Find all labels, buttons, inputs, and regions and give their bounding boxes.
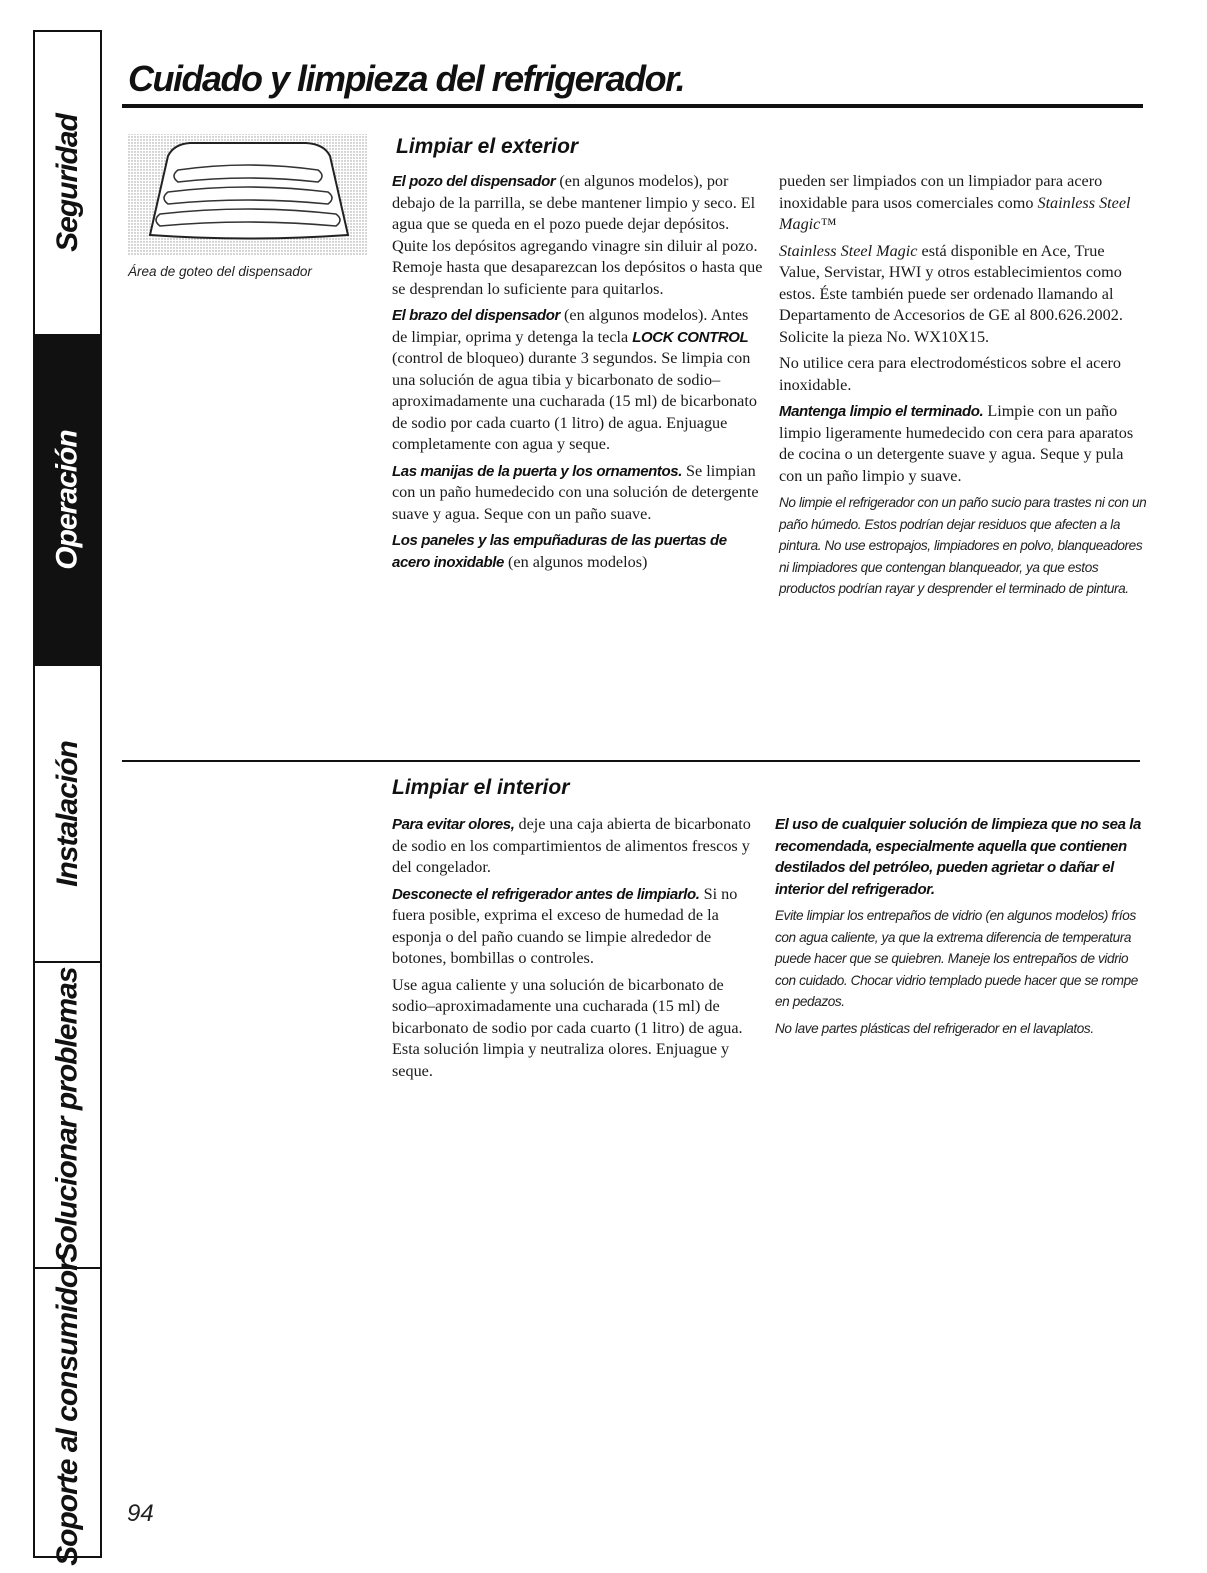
warning-cleaning-solutions: El uso de cualquier solución de limpieza que no sea la recomendada, especialmente aquella que contienen destilados del petróleo, pueden agrietar o dañar el interior del refrigerador. [775,816,1141,898]
lead-text: Para evitar olores, [392,816,515,833]
paragraph-door-handles [392,461,764,526]
tab-seguridad[interactable] [35,32,100,336]
body-text: Use agua caliente y una solución de bicarbonato de sodio–aproximadamente una cucharada (15 ml) de bicarbonato de sodio por cada cuarto (1 litro) de agua. Esta solución limpia y neutraliza olores. Enjuague y seque. [392,975,743,1080]
paragraph-disconnect [392,884,764,970]
section-heading-interior: Limpiar el interior [392,776,570,799]
section-tab-bar [33,30,102,1566]
body-text: No utilice cera para electrodomésticos sobre el acero inoxidable. [779,354,1122,394]
paragraph-availability [779,241,1149,349]
brand-name: Stainless Steel Magic™ [779,193,1131,233]
body-text: (en algunos modelos), por debajo de la parrilla, se debe mantener limpio y seco. El agua que se queda en el pozo puede dejar depósitos. Quite los depósitos agregando vinagre sin diluir al pozo. Remoje hasta que desaparezcan los depósitos o hasta que se desprendan lo suficiente para quitarlos. [392,172,763,298]
paragraph-warm-water [392,975,764,1083]
title-divider [122,104,1143,108]
tab-label: Solucionar problemas [50,967,84,1263]
interior-column-2 [775,814,1147,1044]
tab-label: Instalación [50,740,84,887]
body-text: pueden ser limpiados con un limpiador para acero inoxidable para usos comerciales como [779,172,1103,212]
tab-label: Seguridad [50,114,84,252]
lock-control-key-label: LOCK CONTROL [632,328,749,346]
tab-label: Soporte al consumidor [50,1259,84,1566]
section-divider [122,760,1140,762]
figure-caption: Área de goteo del dispensador [128,264,312,279]
note-no-dirty-cloth: No limpie el refrigerador con un paño sucio para trastes ni con un paño húmedo. Estos podrían dejar residuos que afecten a la pintura. No use estropajos, limpiadores en polvo, blanqueadores ni limpiadores que contengan blanqueador, ya que estos productos podrían rayar y desprender el terminado de pintura. [779,495,1147,596]
tab-operacion[interactable] [35,336,100,666]
body-text: está disponible en Ace, True Value, Servistar, HWI y otros establecimientos como estos. Éste también puede ser ordenado llamando al Departamento de Accesorios de GE al 800.626.2002. Solicite la pieza No. WX10X15. [779,241,1123,346]
tab-soporte-consumidor[interactable] [35,1259,100,1566]
page-number: 94 [127,1500,154,1527]
note-glass-shelves: Evite limpiar los entrepaños de vidrio (en algunos modelos) fríos con agua caliente, ya que la extrema diferencia de temperatura puede hacer que se quiebren. Maneje los entrepaños de vidrio con cuidado. Chocar vidrio templado puede hacer que se rompe en pedazos. [775,908,1138,1009]
body-text: Si no fuera posible, exprima el exceso de humedad de la esponja o del paño cuando se limpie alrededor de botones, bombillas o controles. [392,884,738,967]
paragraph-stainless-cleaner [779,171,1149,236]
dispenser-drip-area-illustration [128,130,368,260]
paragraph-avoid-odors [392,814,764,879]
interior-column-1 [392,814,764,1087]
page-title: Cuidado y limpieza del refrigerador. [128,58,685,99]
paragraph-no-wax [779,353,1149,396]
exterior-column-2 [779,171,1149,605]
lead-text: Los paneles y las empuñaduras de las puertas de acero inoxidable [392,532,727,571]
lead-text: El pozo del dispensador [392,173,556,190]
tab-label: Operación [50,430,84,570]
lead-text: Mantenga limpio el terminado. [779,403,984,420]
note-dishwasher: No lave partes plásticas del refrigerador en el lavaplatos. [775,1020,1094,1036]
paragraph-dispenser-well [392,171,764,300]
drip-tray-drawing [128,130,368,260]
lead-text: Desconecte el refrigerador antes de limpiarlo. [392,885,700,903]
body-text: (en algunos modelos) [503,552,648,571]
lead-text: El brazo del dispensador [392,307,560,324]
body-text: (en algunos modelos). Antes de limpiar, oprima y detenga la tecla [392,306,749,346]
paragraph-keep-finish-clean [779,401,1149,487]
tab-solucionar-problemas[interactable] [35,963,100,1269]
section-heading-exterior: Limpiar el exterior [396,135,579,158]
body-text: deje una caja abierta de bicarbonato de sodio en los compartimientos de alimentos frescos y del congelador. [392,815,751,876]
brand-name: Stainless Steel Magic [779,241,918,260]
lead-text: Las manijas de la puerta y los ornamentos. [392,462,682,480]
body-text: Limpie con un paño limpio ligeramente humedecido con cera para aparatos de cocina o un detergente suave y agua. Seque y pula con un paño limpio y suave. [779,402,1134,485]
body-text: (control de bloqueo) durante 3 segundos. Se limpia con una solución de agua tibia y bicarbonato de sodio–aproximadamente una cucharada (15 ml) de bicarbonato de sodio por cada cuarto (1 litro) de agua. Enjuague completamente con agua y seque. [392,349,757,453]
paragraph-dispenser-arm [392,305,764,456]
exterior-column-1 [392,171,764,578]
paragraph-stainless-panels [392,530,764,573]
body-text: Se limpian con un paño humedecido con una solución de detergente suave y agua. Seque con un paño suave. [392,461,759,523]
tab-instalacion[interactable] [35,666,100,963]
